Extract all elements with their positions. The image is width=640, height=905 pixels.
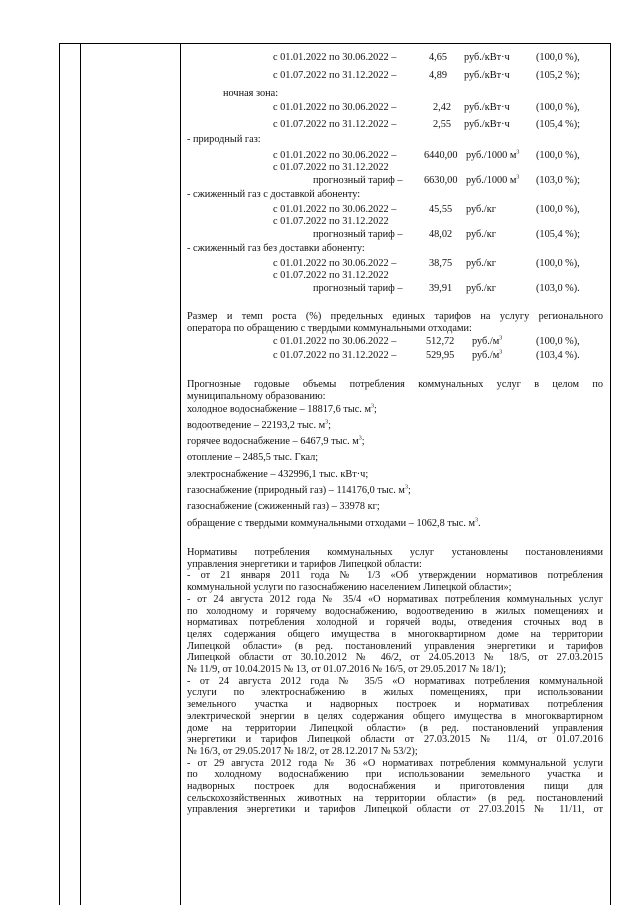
volume-sewage: водоотведение – 22193,2 тыс. $м^3$;	[187, 419, 332, 431]
volume-waste: обращение с твердыми коммунальными отходами – 1062,8 тыс. $м^3$.	[187, 517, 481, 529]
lpg-delivery-label: - сжиженный газ с доставкой абоненту:	[187, 189, 361, 200]
waste-tariff-intro: Размер и темп роста (%) предельных единых тарифов на услугу регионального оператора по обращению с твердыми коммунальными отходами:	[187, 311, 603, 334]
table-top-border	[59, 43, 610, 44]
volume-gas-natural: газоснабжение (природный газ) – 114176,0 тыс. $м^3$;	[187, 484, 411, 496]
volumes-intro: Прогнозные годовые объемы потребления коммунальных услуг в целом по муниципальному образованию:	[187, 379, 603, 402]
volume-heating: отопление – 2485,5 тыс. Гкал;	[187, 452, 319, 463]
volume-electricity: электроснабжение – 432996,1 тыс. кВт·ч;	[187, 469, 369, 480]
lpg-nodelivery-label: - сжиженный газ без доставки абоненту:	[187, 243, 365, 254]
table-right-border	[610, 43, 611, 905]
period-line: с 01.07.2022 по 31.12.2022	[273, 162, 389, 173]
volume-hot-water: горячее водоснабжение – 6467,9 тыс. $м^3$;	[187, 435, 365, 447]
table-column-divider-2	[180, 43, 181, 905]
volume-gas-lpg: газоснабжение (сжиженный газ) – 33978 кг;	[187, 501, 380, 512]
norms-paragraph: Нормативы потребления коммунальных услуг установлены постановлениями управления энергетики и тарифов Липецкой области: - от 21 января 2011 года № 1/3 «Об утверждении нормативов потребления коммунальной услуги по газоснабжению населением Липецкой области»; - от 24 августа 2012 года № 35/4 «О нормативах потребления коммунальных услуг по холодному и горячему водоснабжению, водоотведению в жилых помещениях и нормативах потребления холодной и горячей воды, отведения сточных вод в целях содержания общего имущества в многоквартирном доме на территории Липецкой области» (в ред. постановлений управления энергетики и тарифов Липецкой области от 30.10.2012 № 46/2, от 24.05.2013 № 18/5, от 27.03.2015 № 11/9, от 10.04.2015 № 13, от 01.07.2016 № 16/5, от 29.05.2017 № 18/1); - от 24 августа 2012 года № 35/5 «О нормативах потребления коммунальной услуги по электроснабжению в жилых помещениях, при использовании земельного участка и надворных построек и нормативах потребления электрической энергии в целях содержания общего имущества в многоквартирном доме на территории Липецкой области» (в ред. постановлений управления энергетики и тарифов Липецкой области от 27.03.2015 № 11/4, от 01.07.2016 № 16/3, от 29.05.2017 № 18/2, от 28.12.2017 № 53/2); - от 29 августа 2012 года № 36 «О нормативах потребления коммунальной услуги по холодному водоснабжению при использовании земельного участка и надворных построек для водоснабжения и приготовления пищи для сельскохозяйственных животных на территории области» (в ред. постановлений управления энергетики и тарифов Липецкой области от 27.03.2015 № 11/11, от	[187, 547, 603, 816]
table-left-border	[59, 43, 60, 905]
period-line: с 01.07.2022 по 31.12.2022	[273, 216, 389, 227]
period-line: с 01.07.2022 по 31.12.2022	[273, 270, 389, 281]
natural-gas-label: - природный газ:	[187, 134, 261, 145]
night-zone-label: ночная зона:	[223, 88, 279, 99]
volume-cold-water: холодное водоснабжение – 18817,6 тыс. $м^3$;	[187, 403, 377, 415]
table-column-divider-1	[80, 43, 81, 905]
